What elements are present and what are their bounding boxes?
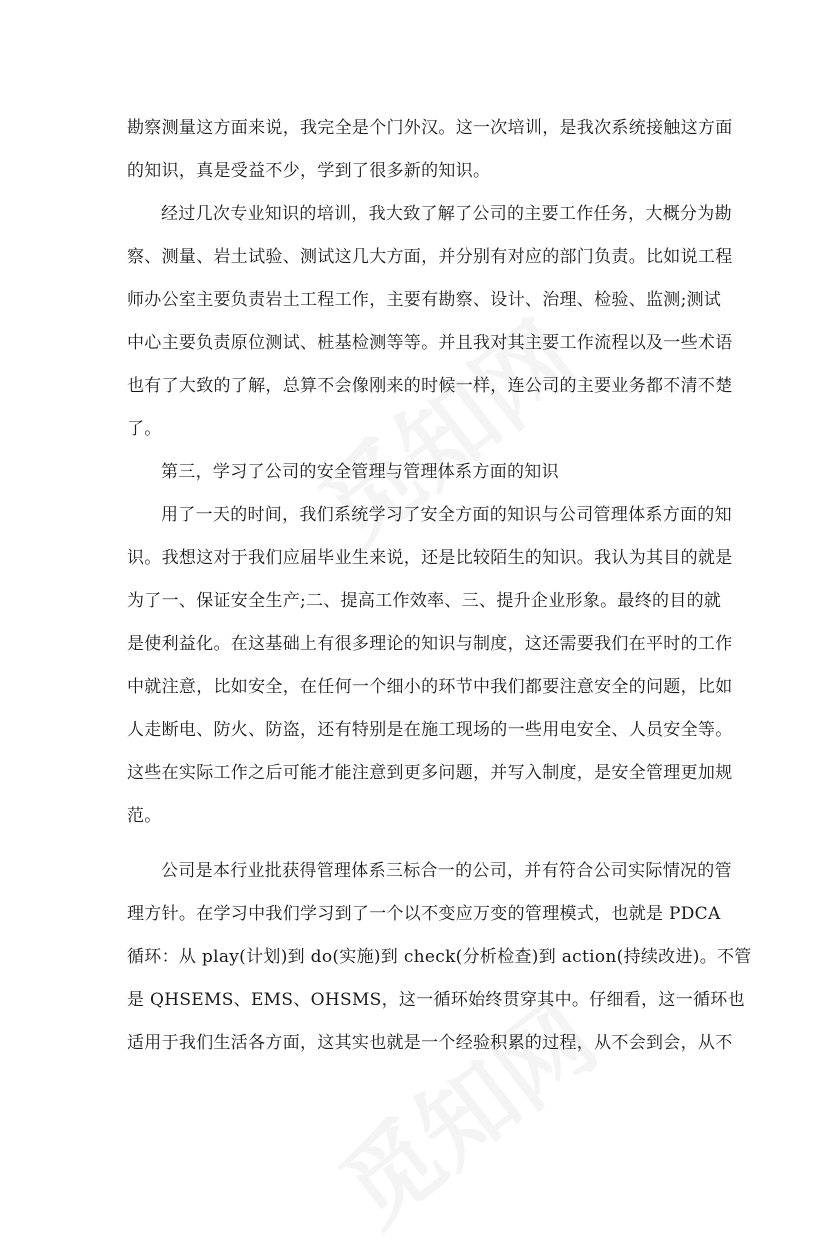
- text-line: 识。我想这对于我们应届毕业生来说，还是比较陌生的知识。我认为其目的就是: [127, 548, 733, 568]
- text-line: 为了一、保证安全生产;二、提高工作效率、三、提升企业形象。最终的目的就: [127, 591, 722, 611]
- paragraph-3: [127, 494, 733, 838]
- paragraph-spacing: [127, 838, 711, 850]
- text-line: 这些在实际工作之后可能才能注意到更多问题，并写入制度，是安全管理更加规: [127, 763, 733, 783]
- text-line: 公司是本行业批获得管理体系三标合一的公司，并有符合公司实际情况的管: [161, 861, 732, 881]
- paragraph-2: [127, 193, 733, 451]
- document-body: [127, 107, 752, 1065]
- text-line: 适用于我们生活各方面，这其实也就是一个经验积累的过程，从不会到会，从不: [127, 1033, 733, 1053]
- text-line: 是使利益化。在这基础上有很多理论的知识与制度，这还需要我们在平时的工作: [127, 634, 733, 654]
- text-line: 理方针。在学习中我们学习到了一个以不变应万变的管理模式，也就是 PDCA: [127, 904, 721, 924]
- text-line: 循环：从 play(计划)到 do(实施)到 check(分析检查)到 action(持续改进)。不管: [127, 947, 752, 967]
- text-line: 用了一天的时间，我们系统学习了安全方面的知识与公司管理体系方面的知: [161, 505, 732, 525]
- text-line: 经过几次专业知识的培训，我大致了解了公司的主要工作任务，大概分为勘: [161, 204, 732, 224]
- text-line: 勘察测量这方面来说，我完全是个门外汉。这一次培训，是我次系统接触这方面: [127, 118, 733, 138]
- text-line: 中心主要负责原位测试、桩基检测等等。并且我对其主要工作流程以及一些术语: [127, 333, 733, 353]
- text-line: 的知识，真是受益不少，学到了很多新的知识。: [127, 161, 491, 181]
- section-heading: [127, 451, 711, 494]
- text-line: 范。: [127, 806, 162, 826]
- paragraph-1: [127, 107, 733, 193]
- text-line: 也有了大致的了解，总算不会像刚来的时候一样，连公司的主要业务都不清不楚: [127, 376, 733, 396]
- text-line: 人走断电、防火、防盗，还有特别是在施工现场的一些用电安全、人员安全等。: [127, 720, 733, 740]
- text-line: 第三，学习了公司的安全管理与管理体系方面的知识: [161, 462, 559, 482]
- text-line: 是 QHSEMS、EMS、OHSMS，这一循环始终贯穿其中。仔细看，这一循环也: [127, 990, 745, 1010]
- paragraph-4: [127, 850, 752, 1065]
- text-line: 察、测量、岩土试验、测试这几大方面，并分别有对应的部门负责。比如说工程: [127, 247, 733, 267]
- text-line: 了。: [127, 419, 162, 439]
- text-line: 师办公室主要负责岩土工程工作，主要有勘察、设计、治理、检验、监测;测试: [127, 290, 722, 310]
- text-line: 中就注意，比如安全，在任何一个细小的环节中我们都要注意安全的问题，比如: [127, 677, 733, 697]
